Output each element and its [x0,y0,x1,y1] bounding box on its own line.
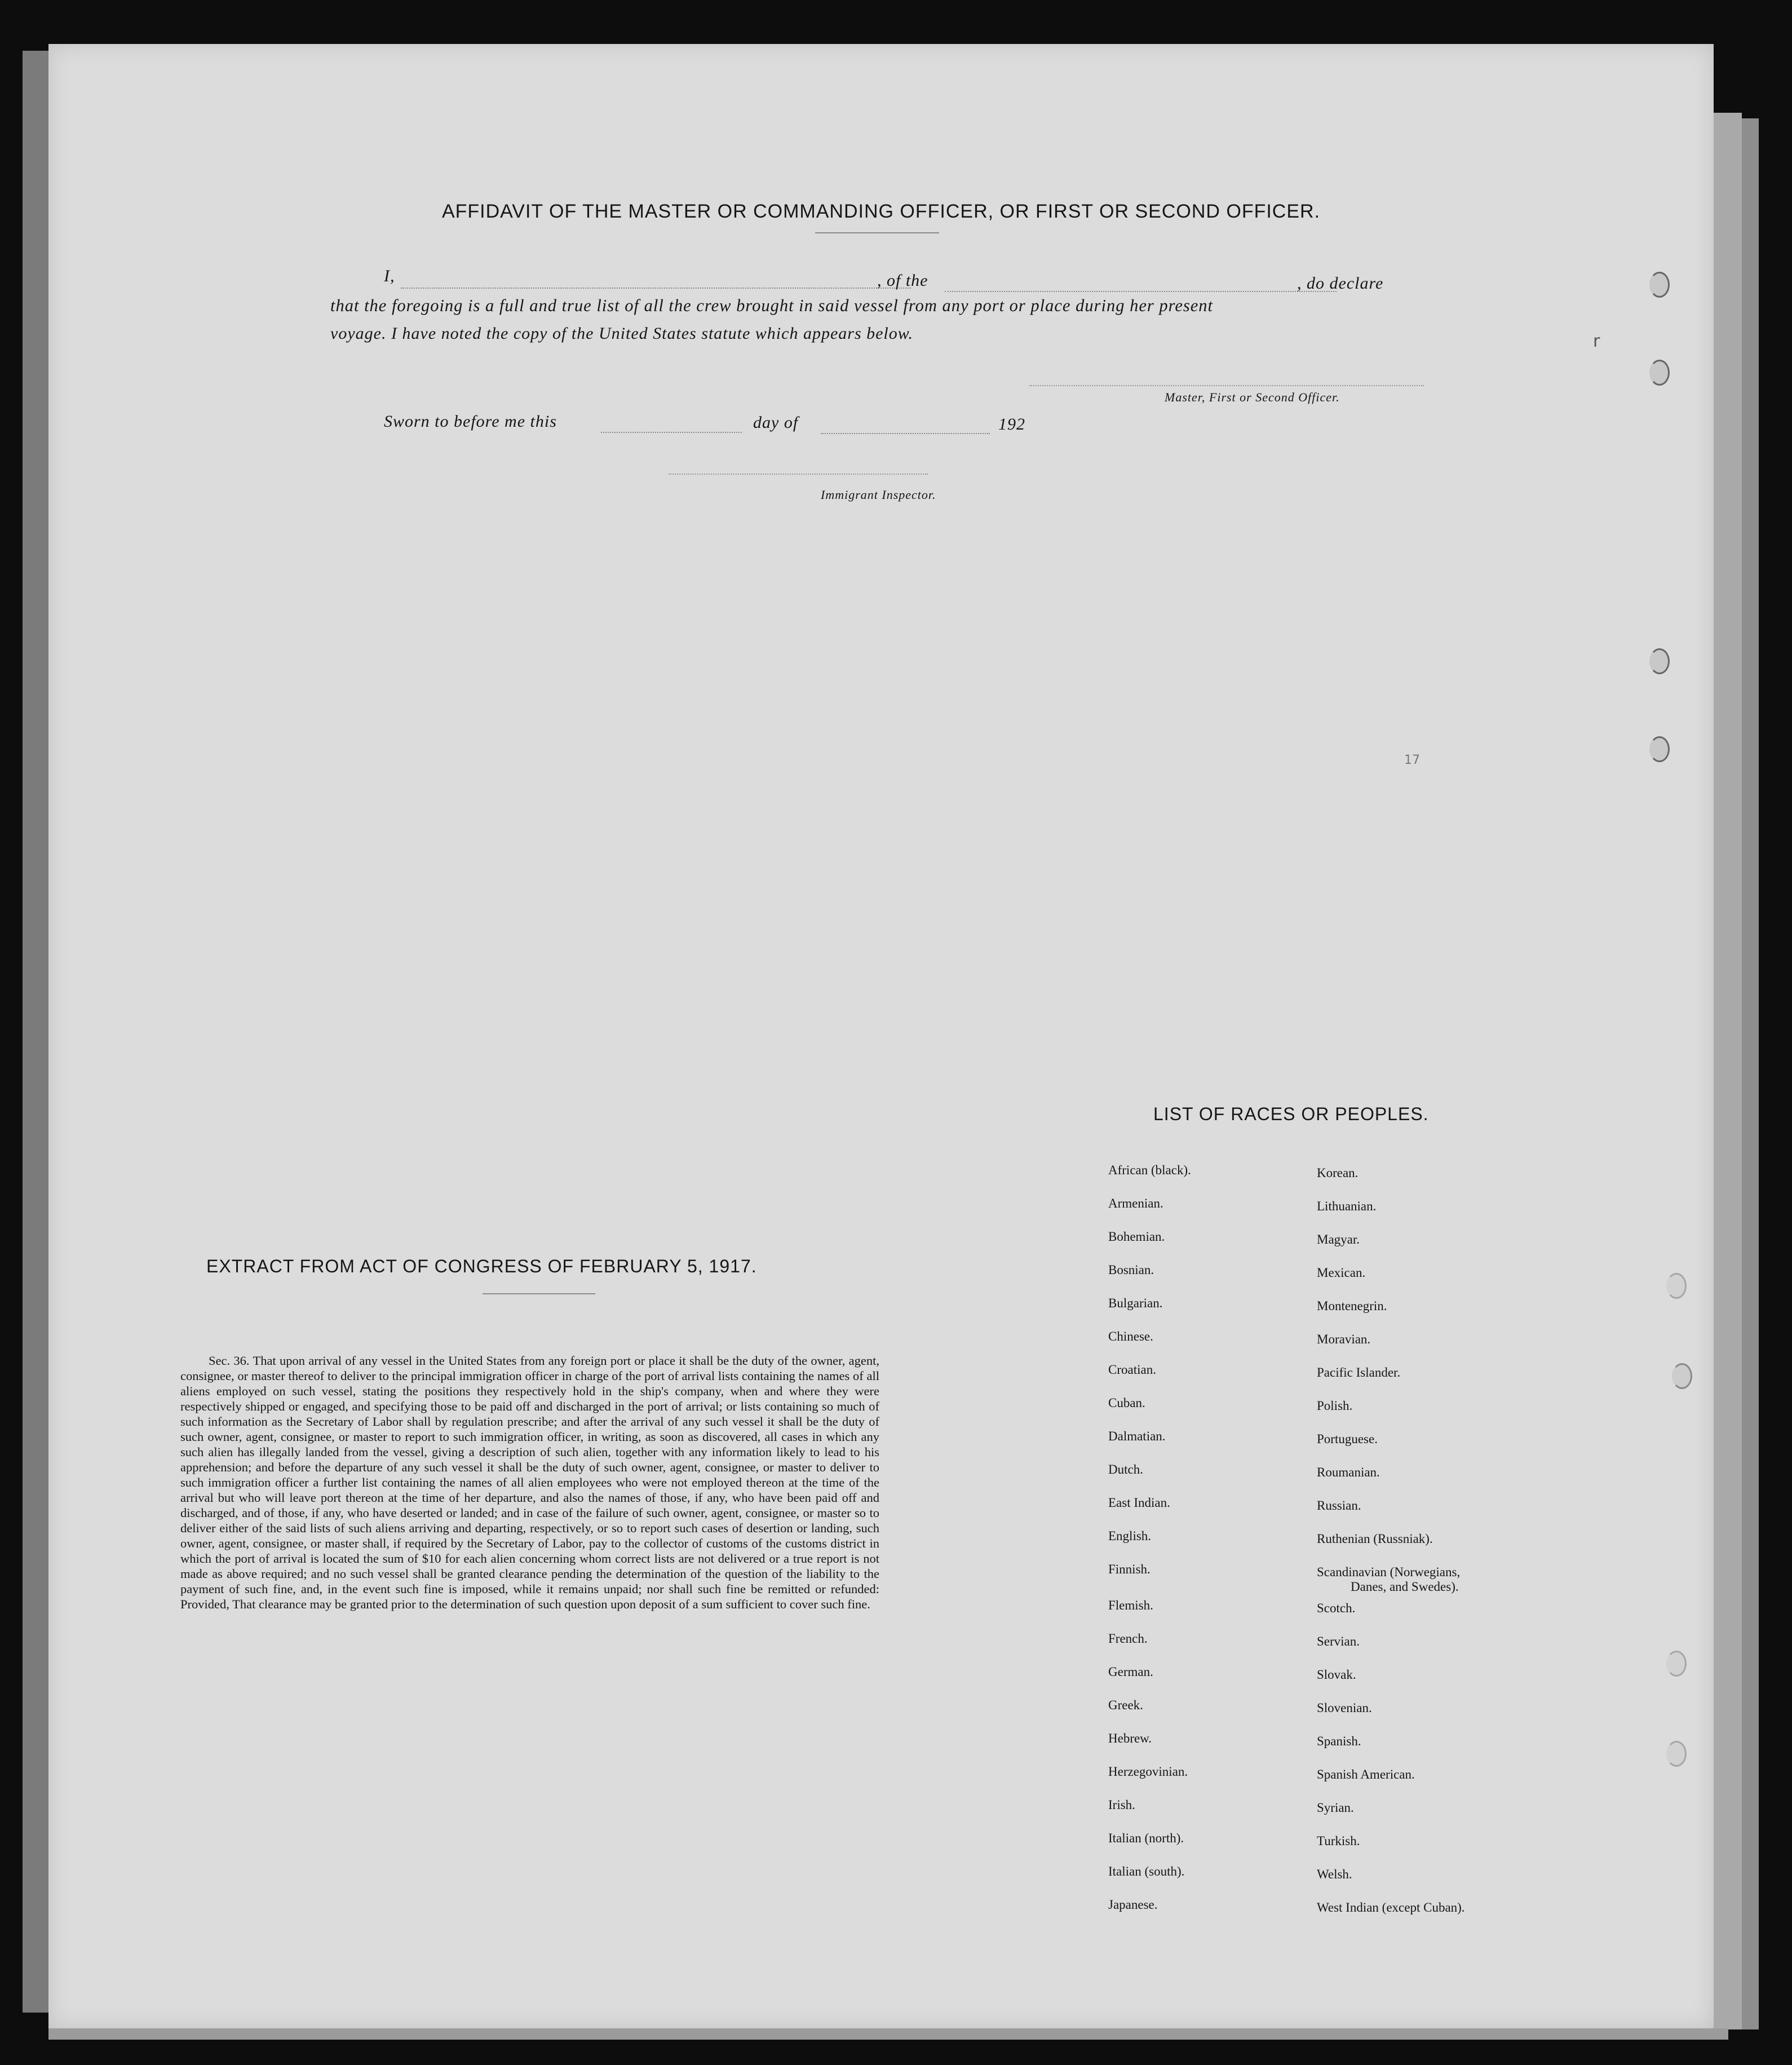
race-item: Croatian. [1108,1363,1156,1377]
races-title: LIST OF RACES OR PEOPLES. [1153,1104,1429,1124]
affidavit-line-3: voyage. I have noted the copy of the United States statute which appears below. [330,324,914,343]
race-item: Dutch. [1108,1462,1143,1476]
extract-body: Sec. 36. That upon arrival of any vessel in the United States from any foreign port or place it shall be the duty of the owner, agent, consignee, or master thereof to deliver to the principal immigration officer in charge of the port of arrival lists containing the names of all aliens employed on such vessel, stating the positions they respectively hold in the ship's company, when and where they were respectively shipped or engaged, and specifying those to be paid off and discharged in the port of arrival; or lists containing so much of such information as the Secretary of Labor shall by regulation prescribe; and after the arrival of any such vessel it shall be the duty of such owner, agent, consignee, or master to report to such immigration officer, in writing, as soon as discovered, all cases in which any such alien has illegally landed from the vessel, giving a description of such alien, together with any information likely to lead to his apprehension; and before the departure of any such vessel it shall be the duty of such owner, agent, consignee, or master to deliver to such immigration officer a further list containing the names of all alien employees who were not employed thereon at the time of the arrival but who will leave port thereon at the time of her departure, and also the names of those, if any, who have been paid off and discharged, and of those, if any, who have deserted or landed; and in case of the failure of such owner, agent, consignee, or master so to deliver either of the said lists of such aliens arriving and departing, respectively, or so to report such cases of desertion or landing, such owner, agent, consignee, or master shall, if required by the Secretary of Labor, pay to the collector of customs of the customs district in which the port of arrival is located the sum of $10 for each alien concerning whom correct lists are not delivered or a true report is not made as above required; and no such vessel shall be granted clearance pending the determination of the question of the liability to the payment of such fine, and, in the event such fine is imposed, while it remains unpaid; nor shall such fine be remitted or refunded: Provided, That clearance may be granted prior to the determination of such question upon deposit of a sum sufficient to cover such fine. [180,1354,879,1611]
race-item: Slovenian. [1317,1701,1372,1715]
race-item: Herzegovinian. [1108,1765,1188,1779]
binder-hole [1649,736,1670,762]
pencil-mark: r [1593,331,1600,351]
race-item: Moravian. [1317,1332,1371,1346]
race-item: Spanish American. [1317,1767,1415,1781]
race-item: Servian. [1317,1634,1360,1648]
race-item: Magyar. [1317,1232,1360,1246]
race-item: Hebrew. [1108,1731,1152,1745]
race-item: Scandinavian (Norwegians, [1317,1565,1461,1579]
race-item: Polish. [1317,1399,1353,1413]
binder-hole [1672,1363,1692,1389]
master-caption: Master, First or Second Officer. [1165,390,1340,404]
document-page [48,44,1714,2028]
binder-hole [1649,360,1670,386]
race-item: Armenian. [1108,1196,1163,1210]
sworn-day-blank [601,432,742,433]
binder-hole [1666,1273,1687,1299]
binder-hole [1666,1741,1687,1767]
affidavit-line-2: that the foregoing is a full and true list of all the crew brought in said vessel from any port or place during her present [330,296,1214,315]
race-item: Montenegrin. [1317,1299,1387,1313]
affidavit-of-the: , of the [877,271,928,290]
race-item: Roumanian. [1317,1465,1380,1479]
race-item: Turkish. [1317,1834,1360,1848]
race-item: Syrian. [1317,1801,1354,1815]
affidavit-vessel-blank [945,291,1337,292]
pencil-mark: 17 [1404,753,1420,767]
underlying-page-edge-bottom [48,2028,1728,2040]
race-item: Lithuanian. [1317,1199,1377,1213]
affidavit-declare: , do declare [1297,274,1384,293]
inspector-caption: Immigrant Inspector. [821,488,936,502]
binder-hole [1666,1651,1687,1677]
race-item: Italian (north). [1108,1831,1184,1845]
race-item: Flemish. [1108,1598,1153,1612]
race-item: Russian. [1317,1498,1361,1513]
race-item: Dalmatian. [1108,1429,1166,1443]
extract-title-rule [483,1293,595,1294]
race-item: Scotch. [1317,1601,1356,1615]
race-item: Chinese. [1108,1329,1153,1343]
race-item: Bohemian. [1108,1230,1165,1244]
race-item: Danes, and Swedes). [1351,1580,1459,1594]
race-item: Slovak. [1317,1668,1356,1682]
race-item: Bosnian. [1108,1263,1154,1277]
affidavit-i: I, [384,267,395,285]
race-item: Korean. [1317,1166,1359,1180]
affidavit-title: AFFIDAVIT OF THE MASTER OR COMMANDING OFFICER, OR FIRST OR SECOND OFFICER. [441,201,1321,222]
underlying-page-edge-right [1714,113,1742,2029]
race-item: African (black). [1108,1163,1191,1177]
race-item: Cuban. [1108,1396,1145,1410]
race-item: Spanish. [1317,1734,1361,1748]
race-item: Italian (south). [1108,1864,1185,1878]
sworn-month-blank [821,433,990,434]
race-item: Welsh. [1317,1867,1352,1881]
race-item: West Indian (except Cuban). [1317,1900,1465,1914]
race-item: Bulgarian. [1108,1296,1163,1310]
extract-title: EXTRACT FROM ACT OF CONGRESS OF FEBRUARY 5, 1917. [206,1256,757,1276]
affidavit-name-blank [401,288,911,289]
race-item: English. [1108,1529,1152,1543]
race-item: Japanese. [1108,1898,1158,1912]
affidavit-title-rule [815,232,939,233]
sworn-text: Sworn to before me this [384,412,557,431]
race-item: Irish. [1108,1798,1135,1812]
race-item: Pacific Islander. [1317,1365,1401,1379]
race-item: Ruthenian (Russniak). [1317,1532,1433,1546]
underlying-page-edge-far-right [1742,118,1759,2029]
binder-hole [1649,648,1670,674]
sworn-day-of: day of [753,413,799,432]
race-item: Finnish. [1108,1562,1151,1576]
binder-hole [1649,272,1670,298]
race-item: Mexican. [1317,1266,1366,1280]
race-item: French. [1108,1631,1148,1646]
sworn-year: 192 [998,415,1025,434]
inspector-signature-line [669,474,928,475]
underlying-page-edge-left [23,51,48,2013]
race-item: German. [1108,1665,1153,1679]
master-signature-line [1029,385,1424,386]
race-item: Portuguese. [1317,1432,1378,1446]
race-item: East Indian. [1108,1496,1170,1510]
race-item: Greek. [1108,1698,1143,1712]
